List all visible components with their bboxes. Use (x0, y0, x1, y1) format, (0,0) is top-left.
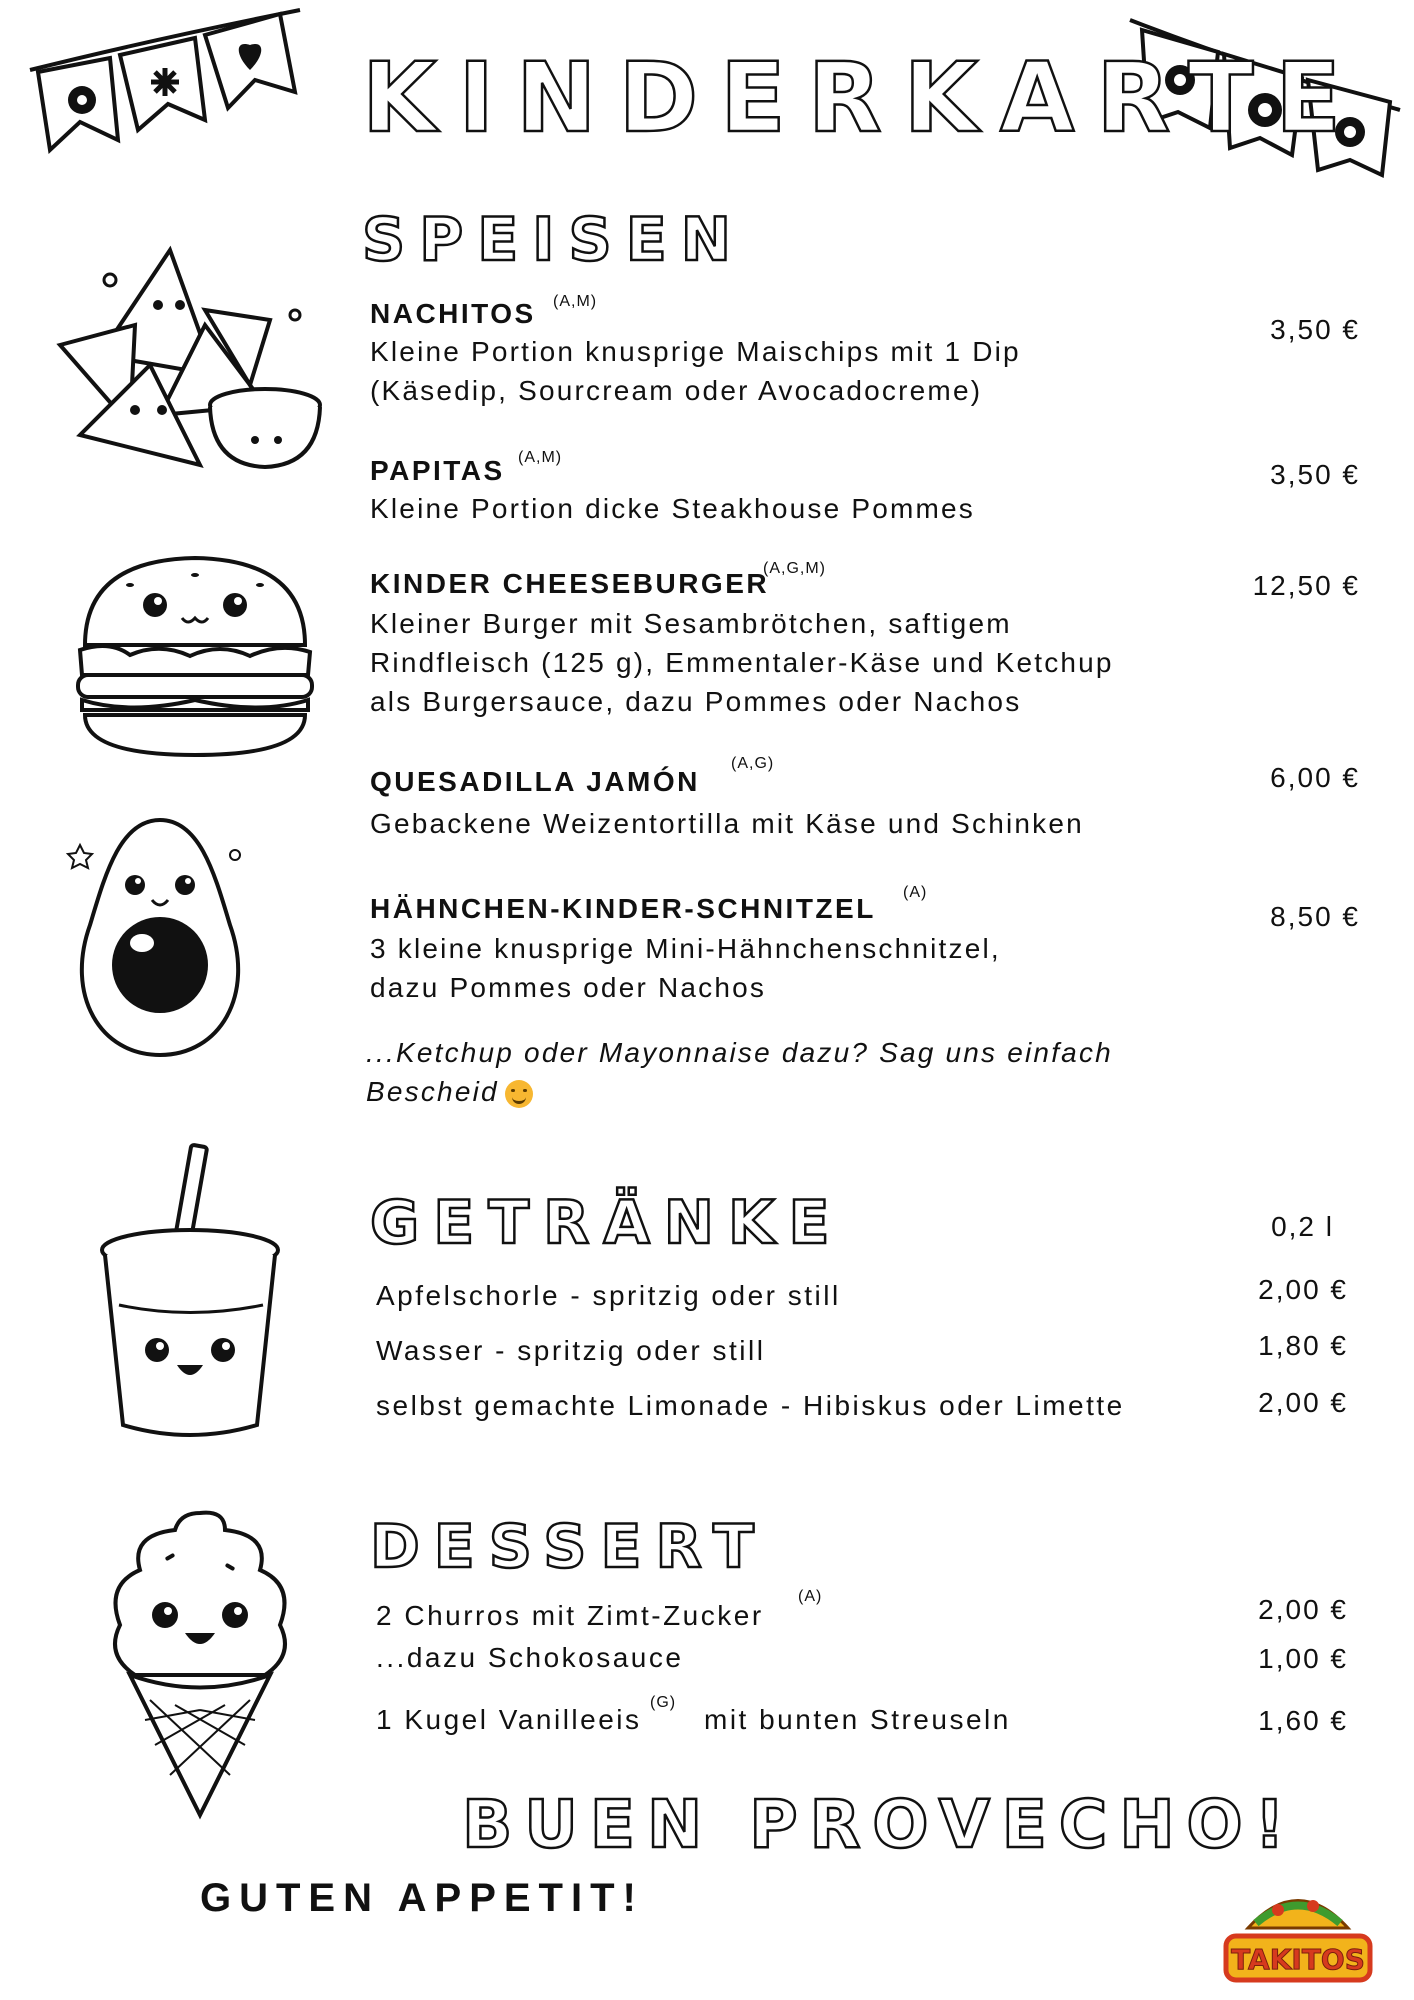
takitos-logo (1218, 1868, 1378, 1988)
allergen-label: (A,G,M) (763, 560, 826, 577)
ice-cream-illustration (95, 1505, 305, 1820)
guten-appetit-text: GUTEN APPETIT! (200, 1876, 644, 1920)
allergen-label: (A) (798, 1588, 823, 1605)
menu-item-description: als Burgersauce, dazu Pommes oder Nachos (370, 686, 1022, 717)
menu-item-description: Rindfleisch (125 g), Emmentaler-Käse und Ketchup (370, 647, 1114, 678)
allergen-label: (A,G) (731, 755, 775, 772)
drink-item-name: Wasser - spritzig oder still (376, 1335, 766, 1366)
burger-illustration (70, 550, 320, 760)
allergen-label: (A) (903, 884, 928, 901)
menu-item-name: NACHITOS (370, 298, 536, 329)
speisen-heading: SPEISEN (362, 205, 745, 275)
menu-item-description: 3 kleine knusprige Mini-Hähnchenschnitzel, (370, 933, 1001, 964)
menu-item-description: (Käsedip, Sourcream oder Avocadocreme) (370, 375, 983, 406)
takitos-logo-text: TAKITOS (1231, 1943, 1365, 1976)
dessert-item-name: 2 Churros mit Zimt-Zucker (376, 1600, 764, 1631)
drink-item-price: 2,00 € (1258, 1387, 1348, 1418)
allergen-label: (A,M) (518, 449, 563, 466)
menu-item-name: KINDER CHEESEBURGER (370, 568, 770, 599)
drink-item-name: selbst gemachte Limonade - Hibiskus oder Limette (376, 1390, 1125, 1421)
menu-item-name: PAPITAS (370, 455, 505, 486)
smiley-icon (505, 1080, 533, 1108)
menu-item-description: Kleine Portion dicke Steakhouse Pommes (370, 493, 975, 524)
allergen-label: (A,M) (553, 293, 598, 310)
menu-item-description: dazu Pommes oder Nachos (370, 972, 767, 1003)
menu-item-description: Kleine Portion knusprige Maischips mit 1 Dip (370, 336, 1021, 367)
menu-item-price: 12,50 € (1252, 570, 1360, 601)
dessert-item-name: 1 Kugel Vanilleeis (376, 1704, 642, 1735)
dessert-heading: DESSERT (370, 1512, 768, 1582)
avocado-illustration (60, 815, 260, 1060)
menu-item-price: 3,50 € (1270, 314, 1360, 345)
dessert-item-price: 1,60 € (1258, 1705, 1348, 1736)
condiment-note-end: Bescheid (366, 1072, 533, 1111)
drink-item-price: 1,80 € (1258, 1330, 1348, 1361)
menu-item-price: 6,00 € (1270, 762, 1360, 793)
buen-provecho-heading: BUEN PROVECHO! (462, 1786, 1297, 1863)
bunting-left-illustration (10, 0, 310, 170)
menu-item-description: Gebackene Weizentortilla mit Käse und Schinken (370, 808, 1084, 839)
menu-item-name: HÄHNCHEN-KINDER-SCHNITZEL (370, 893, 876, 924)
allergen-label: (G) (650, 1694, 677, 1711)
page-title: KINDERKARTE (362, 42, 1363, 154)
menu-item-price: 8,50 € (1270, 901, 1360, 932)
nachos-illustration (40, 235, 330, 495)
drink-cup-illustration (95, 1140, 285, 1445)
menu-item-description: Kleiner Burger mit Sesambrötchen, saftigem (370, 608, 1012, 639)
dessert-item-price: 1,00 € (1258, 1643, 1348, 1674)
drink-size-label: 0,2 l (1271, 1211, 1334, 1242)
dessert-item-name: ...dazu Schokosauce (376, 1642, 684, 1673)
drink-item-name: Apfelschorle - spritzig oder still (376, 1280, 841, 1311)
drink-item-price: 2,00 € (1258, 1274, 1348, 1305)
menu-item-name: QUESADILLA JAMÓN (370, 766, 700, 797)
dessert-item-price: 2,00 € (1258, 1594, 1348, 1625)
getraenke-heading: GETRÄNKE (370, 1188, 844, 1258)
menu-item-price: 3,50 € (1270, 459, 1360, 490)
dessert-item-suffix: mit bunten Streuseln (704, 1704, 1011, 1735)
condiment-note: ...Ketchup oder Mayonnaise dazu? Sag uns einfach (366, 1037, 1113, 1068)
